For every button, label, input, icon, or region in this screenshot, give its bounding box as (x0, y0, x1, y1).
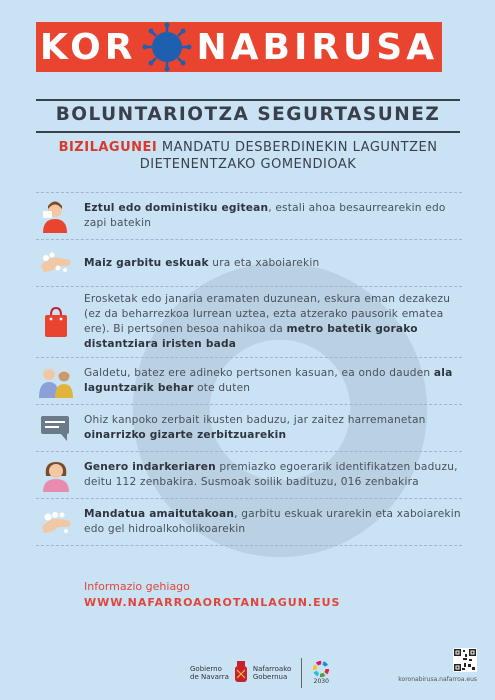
gov-es-text (190, 665, 229, 681)
sdg-wheel-icon (312, 660, 330, 678)
koronabirusa-banner (36, 22, 442, 72)
tip-text-bold: Maiz garbitu eskuak (84, 256, 209, 269)
elderly-people-icon (36, 363, 76, 399)
tip-text-bold: Genero indarkeriaren (84, 461, 216, 473)
gov-eu-line2: Gobernua (252, 673, 288, 681)
qr-code-icon[interactable] (453, 648, 477, 672)
tip-text-bold: oinarrizko gizarte zerbitzuarekin (84, 429, 287, 441)
tip-text-part: , estali ahoa besaurrearekin edo zapi batekin (84, 202, 446, 229)
tip-text-part: Erosketak edo janaria eramaten duzunean, eskura eman dezakezu (ez da beharrezkoa lurrean uztea, ezta atzerako pausorik ematea ere). Bi pertsonen besoa nahikoa da (84, 293, 451, 335)
subtitle-line1: MANDATU DESBERDINEKIN LAGUNTZEN (157, 140, 438, 155)
main-title: BOLUNTARIOTZA SEGURTASUNEZ (55, 104, 441, 125)
navarra-shield-icon (233, 660, 249, 686)
tip-text-bold: metro batetik gorako distantziara iristen bada (84, 323, 418, 350)
qr-caption: koronabirusa.nafarroa.eus (398, 676, 477, 683)
tip-text-bold: Mandatua amaitutakoan (84, 508, 235, 520)
subtitle-highlight: BIZILAGUNEI (58, 140, 158, 155)
hand-wash-icon (36, 245, 76, 281)
tip-text-bold: Eztul edo doministiku egitean (84, 202, 269, 214)
tip-item (36, 404, 462, 451)
tip-text-part: ote duten (193, 382, 251, 394)
sneeze-person-icon (36, 198, 76, 234)
tip-text-part: Ohiz kanpoko zerbait ikusten baduzu, jar zaitez harremanetan (84, 414, 426, 426)
gov-es-line1: Gobierno (190, 665, 222, 673)
tip-text-part: Galdetu, batez ere adineko pertsonen kasuan, ea ondo dauden (84, 367, 434, 379)
tip-text (84, 256, 319, 271)
banner-left-text: KOR (39, 26, 137, 68)
tip-text (84, 507, 462, 537)
agenda-year: 2030 (313, 678, 329, 685)
banner-right-text: NABIRUSA (196, 26, 439, 68)
tip-text-part: premiazko egoerarik identifikatzen baduzu, deitu 112 zenbakira. Susmoak soilik badituzu, 016 zenbakira (84, 461, 458, 488)
tip-item (36, 286, 462, 357)
tips-list (36, 192, 462, 546)
tip-text-part: , garbitu eskuak urarekin eta xaboiarekin edo gel hidroalkoholikoarekin (84, 508, 461, 535)
tip-item (36, 357, 462, 404)
hand-soap-icon (36, 504, 76, 540)
woman-icon (36, 457, 76, 493)
gov-eu-line1: Nafarroako (252, 665, 292, 673)
tip-text (84, 201, 462, 231)
virus-icon (139, 22, 195, 72)
tip-item (36, 451, 462, 498)
footer-divider (301, 658, 302, 688)
tip-item (36, 239, 462, 286)
tip-text (84, 292, 462, 352)
footer-logos (190, 656, 330, 690)
title-rule-bottom (36, 131, 460, 133)
agenda-logo (312, 660, 330, 686)
tip-text (84, 413, 462, 443)
gov-es-line2: de Navarra (190, 673, 229, 681)
subtitle-line2: DIETENENTZAKO GOMENDIOAK (139, 157, 357, 172)
subtitle (36, 139, 460, 173)
tip-text-bold: ala laguntzarik behar (84, 367, 453, 394)
chat-bubble-icon (36, 410, 76, 446)
tip-text (84, 366, 462, 396)
info-link[interactable]: WWW.NAFARROAOROTANLAGUN.EUS (84, 596, 341, 609)
tip-text (84, 460, 462, 490)
shopping-bag-icon (36, 304, 76, 340)
gov-eu-text (253, 665, 291, 681)
tip-text-part: ura eta xaboiarekin (208, 256, 320, 269)
title-rule-top (36, 99, 460, 101)
tip-item (36, 192, 462, 239)
tip-item (36, 498, 462, 546)
more-info-label: Informazio gehiago (84, 580, 190, 593)
